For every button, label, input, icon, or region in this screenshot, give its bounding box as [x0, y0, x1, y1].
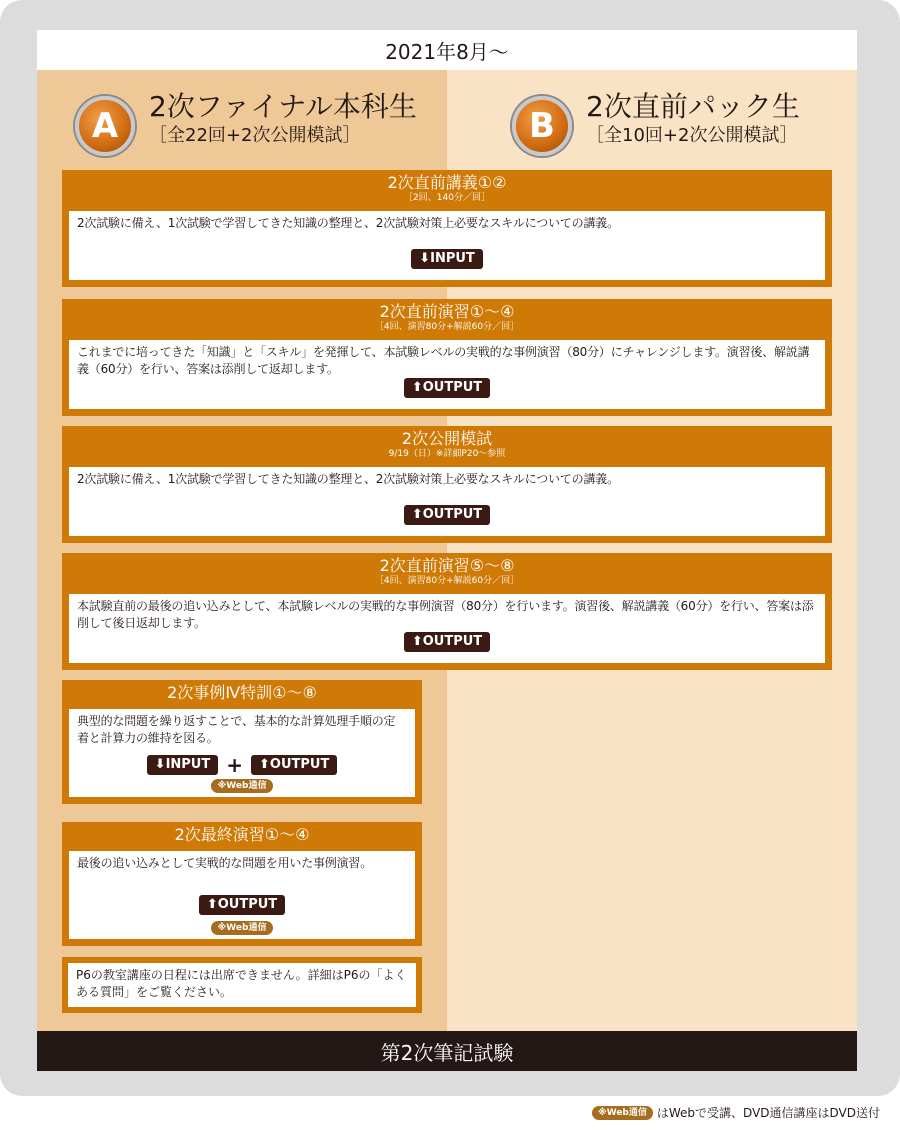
course-a-header [75, 90, 417, 156]
mock-exam-title: 2次公開模試 [401, 429, 493, 448]
case4-training-box [62, 680, 422, 804]
exercise-description: 本試験直前の最後の追い込みとして、本試験レベルの実戦的な事例演習（80分）を行います。演習後、解説講義（60分）を行い、答案は添削して後日返却します。 [77, 599, 814, 630]
output-tag: ⬆OUTPUT [199, 895, 285, 915]
output-tag: ⬆OUTPUT [404, 378, 490, 398]
footer-text: はWebで受講、DVD通信講座はDVD送付 [656, 1106, 880, 1120]
mock-exam-box [62, 426, 832, 543]
mock-exam-description: 2次試験に備え、1次試験で学習してきた知識の整理と、2次試験対策上必要なスキルについての講義。 [77, 472, 619, 486]
lecture-title: 2次直前講義①② [387, 173, 507, 192]
exercise-description: これまでに培ってきた「知識」と「スキル」を発揮して、本試験レベルの実戦的な事例演習（80分）にチャレンジします。演習後、解説講義（60分）を行い、答案は添削して返却します。 [77, 345, 810, 376]
final-exercise-description: 最後の追い込みとして実戦的な問題を用いた事例演習。 [77, 856, 373, 870]
course-a-title: 2次ファイナル本科生 [149, 90, 417, 123]
output-tag: ⬆OUTPUT [404, 505, 490, 525]
lecture-subtitle: ［2回、140分／回］ [404, 193, 490, 203]
web-course-badge: ※Web通信 [211, 921, 274, 935]
exercise-title: 2次直前演習①～④ [379, 302, 515, 321]
exercise-box-1 [62, 299, 832, 416]
course-b-subtitle: ［全10回+2次公開模試］ [586, 125, 798, 146]
exercise-box-2 [62, 553, 832, 670]
written-exam-label: 第2次筆記試験 [380, 1040, 514, 1065]
input-tag: ⬇INPUT [411, 249, 483, 269]
lecture-box-1 [62, 170, 832, 287]
footer-legend [592, 1104, 880, 1121]
attendance-note [62, 957, 422, 1013]
web-course-badge: ※Web通信 [592, 1106, 653, 1120]
date-header [37, 30, 857, 70]
web-course-badge: ※Web通信 [211, 779, 274, 793]
final-exercise-box [62, 822, 422, 946]
input-tag: ⬇INPUT [147, 755, 219, 775]
date-header-text: 2021年8月～ [385, 39, 509, 64]
case4-title: 2次事例Ⅳ特訓①～⑧ [167, 683, 317, 702]
exercise-subtitle: ［4回、演習80分+解説60分／回］ [374, 322, 520, 332]
output-tag: ⬆OUTPUT [251, 755, 337, 775]
exercise-title: 2次直前演習⑤～⑧ [379, 556, 515, 575]
written-exam-bar [37, 1031, 857, 1071]
output-tag: ⬆OUTPUT [404, 632, 490, 652]
attendance-note-text: P6の教室講座の日程には出席できません。詳細はP6の「よくある質問」をご覧ください。 [68, 963, 416, 1007]
course-b-header [512, 90, 800, 156]
course-b-badge: B [512, 96, 572, 156]
plus-sign: + [226, 753, 243, 777]
lecture-description: 2次試験に備え、1次試験で学習してきた知識の整理と、2次試験対策上必要なスキルについての講義。 [77, 216, 619, 230]
case4-description: 典型的な問題を繰り返すことで、基本的な計算処理手順の定着と計算力の維持を図る。 [77, 714, 396, 745]
final-exercise-title: 2次最終演習①～④ [174, 825, 310, 844]
course-a-subtitle: ［全22回+2次公開模試］ [149, 125, 361, 146]
mock-exam-date: 9/19（日）※詳細P20～参照 [388, 449, 506, 459]
course-a-badge: A [75, 96, 135, 156]
course-b-title: 2次直前パック生 [586, 90, 800, 123]
exercise-subtitle: ［4回、演習80分+解説60分／回］ [374, 576, 520, 586]
